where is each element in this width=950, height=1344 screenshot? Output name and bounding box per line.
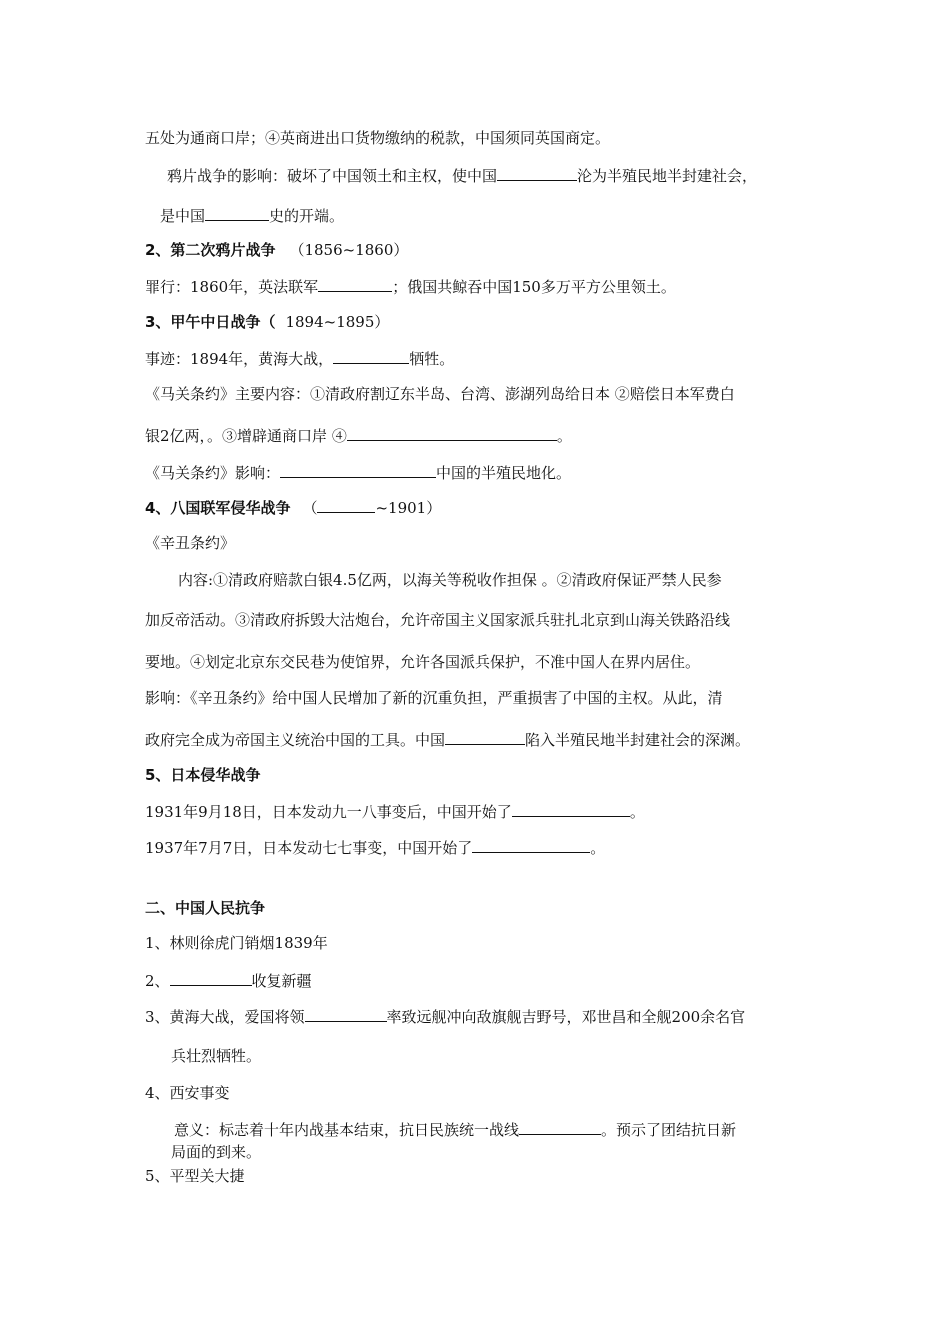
text-line	[145, 384, 735, 404]
section-heading	[145, 765, 260, 785]
line-text: 。	[590, 839, 606, 857]
text-line	[178, 570, 722, 590]
line-text: 内容:①清政府赔款白银4.5亿两，以海关等税收作担保 。②清政府保证严禁人民参	[178, 571, 722, 589]
answer-blank[interactable]	[305, 1006, 387, 1022]
answer-blank[interactable]	[472, 837, 590, 853]
section-heading	[145, 898, 265, 918]
line-text: 率致远舰冲向敌旗舰吉野号，邓世昌和全舰200余名官	[386, 1008, 746, 1026]
heading-date: 1894~1895）	[285, 313, 390, 331]
line-text: 4、西安事变	[145, 1084, 230, 1102]
line-text: 。预示了团结抗日新	[601, 1121, 737, 1139]
text-line	[145, 610, 730, 630]
line-text: 沦为半殖民地半封建社会，	[577, 167, 758, 185]
line-text: 3、黄海大战，爱国将领	[145, 1008, 305, 1026]
answer-blank[interactable]	[497, 165, 577, 181]
line-text: 史的开端。	[269, 207, 345, 225]
line-text: 牺牲。	[409, 350, 455, 368]
line-text: 。	[556, 427, 572, 445]
line-text: 鸦片战争的影响：破坏了中国领土和主权，使中国	[167, 167, 498, 185]
text-line	[145, 1083, 230, 1103]
line-text: 《马关条约》主要内容：①清政府割辽东半岛、台湾、澎湖列岛给日本 ②赔偿日本军费白	[145, 385, 735, 403]
line-text: 加反帝活动。③清政府拆毁大沽炮台，允许帝国主义国家派兵驻扎北京到山海关铁路沿线	[145, 611, 731, 629]
line-text: 要地。④划定北京东交民巷为使馆界，允许各国派兵保护，不准中国人在界内居住。	[145, 653, 701, 671]
line-text: 兵壮烈牺牲。	[171, 1047, 262, 1065]
text-line	[145, 1006, 745, 1027]
line-text: 1、林则徐虎门销烟1839年	[145, 934, 328, 952]
answer-blank[interactable]	[347, 425, 557, 441]
text-line	[145, 348, 454, 369]
text-line	[145, 425, 572, 446]
answer-blank[interactable]	[317, 497, 375, 513]
section-heading	[145, 497, 441, 518]
line-text: 影响：《辛丑条约》给中国人民增加了新的沉重负担，严重损害了中国的主权。从此，清	[145, 689, 723, 707]
text-line	[145, 462, 571, 483]
heading-text: 二、中国人民抗争	[145, 899, 266, 917]
line-text: 。	[629, 803, 645, 821]
line-text: 中国的半殖民地化。	[436, 464, 572, 482]
line-text: 局面的到来。	[171, 1143, 262, 1161]
text-line	[145, 652, 700, 672]
line-text: 《辛丑条约》	[145, 534, 236, 552]
heading-text: 4、八国联军侵华战争	[145, 499, 291, 517]
answer-blank[interactable]	[512, 801, 630, 817]
answer-blank[interactable]	[205, 205, 269, 221]
line-text: 1937年7月7日，日本发动七七事变，中国开始了	[145, 839, 473, 857]
text-line	[145, 1166, 245, 1186]
text-line	[145, 276, 676, 297]
text-line	[171, 1142, 261, 1162]
line-text: 意义：标志着十年内战基本结束，抗日民族统一战线	[174, 1121, 520, 1139]
line-text: 是中国	[160, 207, 206, 225]
text-line	[145, 801, 645, 822]
section-heading	[145, 240, 408, 260]
heading-text: 3、甲午中日战争（	[145, 313, 276, 331]
text-line	[174, 1119, 736, 1140]
answer-blank[interactable]	[170, 970, 252, 986]
heading-text: 5、日本侵华战争	[145, 766, 261, 784]
text-line	[145, 970, 312, 991]
answer-blank[interactable]	[333, 348, 409, 364]
line-text: 5、平型关大捷	[145, 1167, 245, 1185]
answer-blank[interactable]	[445, 729, 525, 745]
answer-blank[interactable]	[318, 276, 392, 292]
line-text: 政府完全成为帝国主义统治中国的工具。中国	[145, 731, 446, 749]
line-text: 《马关条约》影响：	[145, 464, 281, 482]
line-text: 事迹：1894年，黄海大战，	[145, 350, 334, 368]
heading-text: 2、第二次鸦片战争	[145, 241, 276, 259]
text-line	[145, 729, 750, 750]
heading-date: （1856~1860）	[289, 241, 409, 259]
section-heading	[145, 312, 389, 332]
text-line	[145, 128, 610, 148]
text-line	[145, 688, 723, 708]
line-text: 五处为通商口岸；④英商进出口货物缴纳的税款，中国须同英国商定。	[145, 129, 611, 147]
text-line	[160, 205, 344, 226]
heading-date: （	[302, 499, 318, 517]
line-text: 陷入半殖民地半封建社会的深渊。	[525, 731, 751, 749]
line-text: 银2亿两，。③增辟通商口岸 ④	[145, 427, 347, 445]
text-line	[145, 533, 235, 553]
line-text: 收复新疆	[251, 972, 312, 990]
text-line	[171, 1046, 261, 1066]
line-text: 1931年9月18日，日本发动九一八事变后，中国开始了	[145, 803, 512, 821]
answer-blank[interactable]	[519, 1119, 601, 1135]
text-line	[145, 933, 328, 953]
line-text: ；俄国共鲸吞中国150多万平方公里领土。	[392, 278, 676, 296]
line-text: 罪行：1860年，英法联军	[145, 278, 319, 296]
answer-blank[interactable]	[280, 462, 436, 478]
text-line	[145, 837, 605, 858]
line-text: 2、	[145, 972, 170, 990]
heading-date: ~1901）	[375, 499, 442, 517]
text-line	[167, 165, 757, 186]
